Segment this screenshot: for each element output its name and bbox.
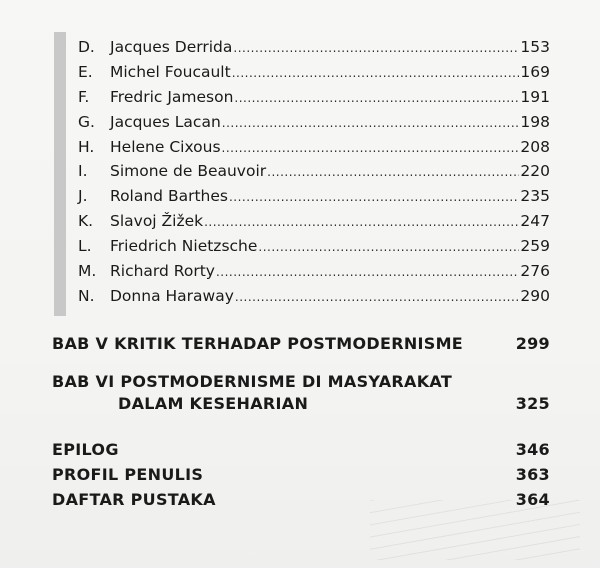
- chapter-5-entry: [52, 334, 550, 353]
- chapter-6-entry: [52, 372, 550, 413]
- back-matter-page: 364: [515, 490, 550, 509]
- entry-name: Helene Cixous: [110, 137, 221, 156]
- entry-page: 220: [520, 162, 550, 181]
- entry-name: Donna Haraway: [110, 286, 234, 305]
- entry-name: Roland Barthes: [110, 187, 228, 206]
- toc-entry: [78, 63, 550, 88]
- entry-name: Simone de Beauvoir: [110, 162, 267, 181]
- entry-letter: E.: [78, 62, 93, 81]
- toc-entry: [78, 187, 550, 212]
- chapter-title-line1: BAB VI POSTMODERNISME DI MASYARAKAT: [52, 372, 453, 391]
- toc-entry: [78, 113, 550, 138]
- entry-name: Jacques Lacan: [110, 112, 221, 131]
- back-matter-title: DAFTAR PUSTAKA: [52, 490, 216, 509]
- toc-entry: [78, 162, 550, 187]
- entry-letter: I.: [78, 162, 88, 181]
- entry-page: 235: [520, 187, 550, 206]
- entry-letter: D.: [78, 38, 95, 56]
- entry-name: Jacques Derrida: [110, 38, 233, 56]
- chapter-title-line2: DALAM KESEHARIAN: [118, 394, 309, 413]
- toc-entry: [78, 212, 550, 237]
- entry-name: Friedrich Nietzsche: [110, 237, 258, 256]
- entry-letter: F.: [78, 87, 90, 106]
- back-matter-page: 363: [515, 465, 550, 484]
- entry-page: 259: [520, 237, 550, 256]
- toc-entry: [78, 138, 550, 163]
- chapter-title: BAB V KRITIK TERHADAP POSTMODERNISME: [52, 334, 464, 353]
- entry-page: 290: [520, 286, 550, 305]
- entry-letter: M.: [78, 262, 97, 281]
- back-matter-entry: [52, 465, 550, 490]
- toc-entry: [78, 287, 550, 312]
- toc-entry: [78, 262, 550, 287]
- back-matter-title: EPILOG: [52, 440, 119, 459]
- entry-letter: G.: [78, 112, 95, 131]
- toc-entry: [78, 88, 550, 113]
- toc-entry: [78, 237, 550, 262]
- dot-leader: [232, 66, 520, 80]
- entry-page: 208: [520, 137, 550, 156]
- entry-letter: J.: [78, 187, 88, 206]
- entry-letter: H.: [78, 137, 95, 156]
- entry-page: 153: [520, 38, 550, 56]
- entry-page: 191: [520, 87, 550, 106]
- subsection-list: [78, 38, 550, 312]
- dot-leader: [222, 141, 520, 155]
- dot-leader: [229, 190, 519, 204]
- dot-leader: [267, 165, 519, 179]
- entry-page: 169: [520, 62, 550, 81]
- dot-leader: [258, 240, 519, 254]
- dot-leader: [233, 41, 519, 55]
- entry-page: 247: [520, 212, 550, 231]
- toc-entry: [78, 38, 550, 63]
- entry-letter: N.: [78, 286, 95, 305]
- dot-leader: [235, 290, 520, 304]
- entry-page: 276: [520, 262, 550, 281]
- dot-leader: [222, 116, 520, 130]
- dot-leader: [216, 265, 519, 279]
- chapter-page: 325: [515, 394, 550, 413]
- entry-letter: K.: [78, 212, 94, 231]
- entry-letter: L.: [78, 237, 92, 256]
- bleed-through-texture: [370, 500, 580, 560]
- entry-name: Richard Rorty: [110, 262, 215, 281]
- dot-leader: [204, 215, 519, 229]
- entry-page: 198: [520, 112, 550, 131]
- entry-name: Slavoj Žižek: [110, 212, 204, 231]
- dot-leader: [234, 91, 519, 105]
- section-side-bar: [54, 32, 66, 316]
- back-matter-title: PROFIL PENULIS: [52, 465, 204, 484]
- back-matter-entry: [52, 440, 550, 465]
- back-matter-page: 346: [515, 440, 550, 459]
- entry-name: Fredric Jameson: [110, 87, 234, 106]
- chapter-page: 299: [515, 334, 550, 353]
- entry-name: Michel Foucault: [110, 62, 231, 81]
